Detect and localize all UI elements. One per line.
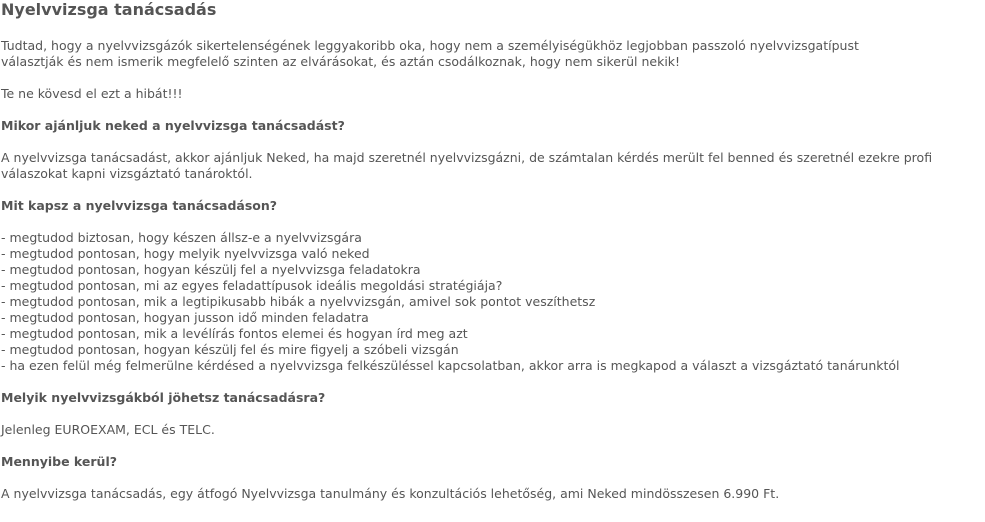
- list-item: - megtudod pontosan, mi az egyes feladattípusok ideális megoldási stratégiája?: [1, 278, 985, 294]
- list-item: - megtudod pontosan, mik a levélírás fontos elemei és hogyan írd meg azt: [1, 326, 985, 342]
- section-which-heading: Melyik nyelvvizsgákból jöhetsz tanácsadásra?: [1, 390, 326, 405]
- page-title: Nyelvvizsga tanácsadás: [1, 0, 217, 19]
- section-when-line-2: válaszokat kapni vizsgáztató tanároktól.: [1, 166, 253, 181]
- warning-text: Te ne kövesd el ezt a hibát!!!: [1, 86, 183, 101]
- section-what-heading: Mit kapsz a nyelvvizsga tanácsadáson?: [1, 198, 278, 213]
- list-item: - megtudod pontosan, hogyan jusson idő minden feladatra: [1, 310, 985, 326]
- intro-line-2: választják és nem ismerik megfelelő szinten az elvárásokat, és aztán csodálkoznak, hogy nem sikerül nekik!: [1, 54, 681, 69]
- intro-line-1: Tudtad, hogy a nyelvvizsgázók sikertelenségének leggyakoribb oka, hogy nem a személyiségükhöz legjobban passzoló nyelvvizsgatípust: [1, 38, 859, 53]
- list-item: - ha ezen felül még felmerülne kérdésed a nyelvvizsga felkészüléssel kapcsolatban, akkor arra is megkapod a választ a vizsgáztató tanárunktól: [1, 358, 985, 374]
- list-item: - megtudod biztosan, hogy készen állsz-e a nyelvvizsgára: [1, 230, 985, 246]
- section-which-text: Jelenleg EUROEXAM, ECL és TELC.: [1, 422, 215, 437]
- section-when-line-1: A nyelvvizsga tanácsadást, akkor ajánljuk Neked, ha majd szeretnél nyelvvizsgázni, de számtalan kérdés merült fel benned és szeretnél ezekre profi: [1, 150, 933, 165]
- list-item: - megtudod pontosan, hogy melyik nyelvvizsga való neked: [1, 246, 985, 262]
- section-price-text: A nyelvvizsga tanácsadás, egy átfogó Nyelvvizsga tanulmány és konzultációs lehetőség, ami Neked mindösszesen 6.990 Ft.: [1, 486, 780, 501]
- benefit-list: [1, 230, 985, 374]
- list-item: - megtudod pontosan, mik a legtipikusabb hibák a nyelvvizsgán, amivel sok pontot veszíthetsz: [1, 294, 985, 310]
- section-price-heading: Mennyibe kerül?: [1, 454, 117, 469]
- list-item: - megtudod pontosan, hogyan készülj fel és mire figyelj a szóbeli vizsgán: [1, 342, 985, 358]
- section-when-heading: Mikor ajánljuk neked a nyelvvizsga tanácsadást?: [1, 118, 345, 133]
- list-item: - megtudod pontosan, hogyan készülj fel a nyelvvizsga feladatokra: [1, 262, 985, 278]
